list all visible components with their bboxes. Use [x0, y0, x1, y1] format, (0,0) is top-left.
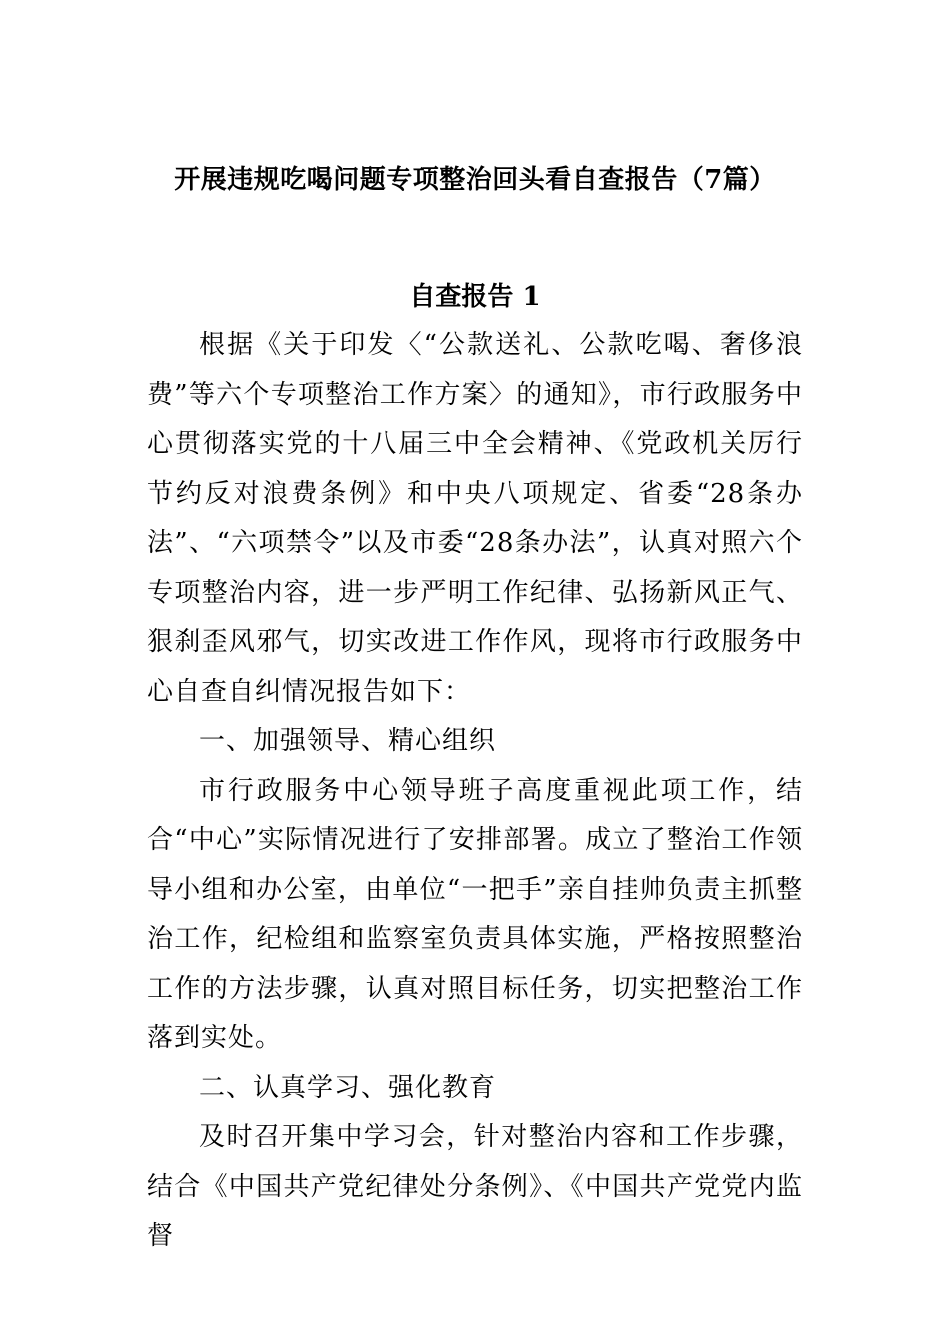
document-body [147, 321, 803, 1262]
paragraph-leadership: 市行政服务中心领导班子高度重视此项工作，结合“中心”实际情况进行了安排部署。成立了整治工作领导小组和办公室，由单位“一把手”亲自挂帅负责主抓整治工作，纪检组和监察室负责具体实施，严格按照整治工作的方法步骤，认真对照目标任务，切实把整治工作落到实处。 [147, 775, 803, 1053]
section-title: 自查报告 1 [409, 282, 541, 312]
section-heading-1: 一、加强领导、精心组织 [199, 726, 497, 756]
document-title: 开展违规吃喝问题专项整治回头看自查报告（7篇） [174, 165, 776, 195]
paragraph-study: 及时召开集中学习会，针对整治内容和工作步骤，结合《中国共产党纪律处分条例》、《中国共产党党内监督 [147, 1122, 803, 1251]
section-heading-2: 二、认真学习、强化教育 [199, 1072, 497, 1103]
paragraph-intro: 根据《关于印发〈“公款送礼、公款吃喝、奢侈浪费”等六个专项整治工作方案〉的通知》，市行政服务中心贯彻落实党的十八届三中全会精神、《党政机关厉行节约反对浪费条例》和中央八项规定、省委“28条办法”、“六项禁令”以及市委“28条办法”，认真对照六个专项整治内容，进一步严明工作纪律、弘扬新风正气、狠刹歪风邪气，切实改进工作作风，现将市行政服务中心自查自纠情况报告如下： [147, 330, 803, 707]
